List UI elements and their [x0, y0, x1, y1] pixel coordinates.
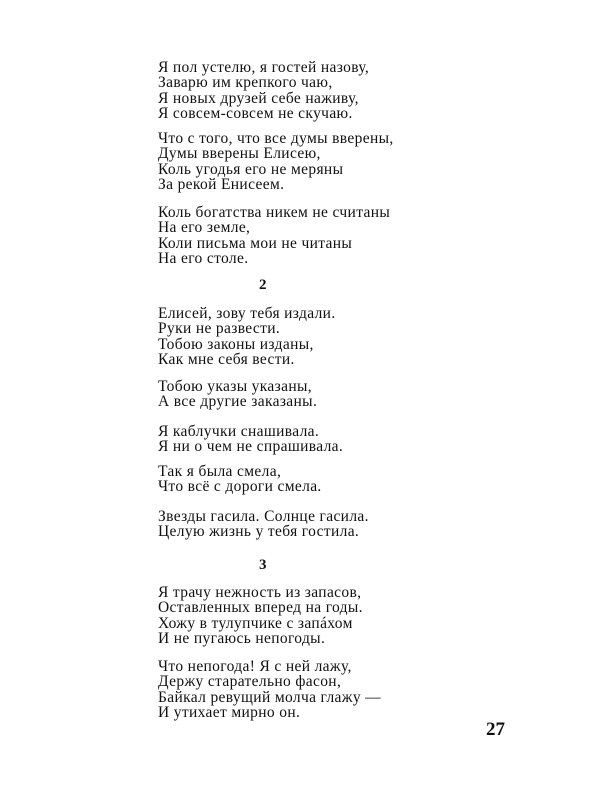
verse-line: Так я была смела,	[158, 463, 282, 480]
verse-line: Я каблучки снашивала.	[158, 423, 320, 440]
verse-line: Я пол устелю, я гостей назову,	[158, 59, 370, 76]
verse-line: Я новых друзей себе наживу,	[158, 89, 359, 107]
verse-line: Что непогода! Я с ней лажу,	[158, 658, 352, 675]
section-number: 2	[259, 277, 267, 293]
stanza	[158, 131, 394, 192]
stanza	[158, 306, 336, 367]
stanza	[158, 424, 343, 455]
verse-line: А все другие заказаны.	[158, 393, 318, 411]
verse-line: Елисей, зову тебя издали.	[158, 305, 336, 322]
stanza	[158, 659, 381, 720]
verse-line: Коли письма мои не читаны	[158, 234, 353, 252]
verse-line: Байкал ревущий молча глажу —	[158, 688, 382, 706]
verse-line: На его земле,	[158, 219, 251, 237]
verse-line: И утихает мирно он.	[158, 703, 301, 721]
verse-line: Хожу в тулупчике с запáхом	[158, 614, 353, 632]
verse-line: Тобою указы указаны,	[158, 378, 312, 395]
verse-line: Звезды гасила. Солнце гасила.	[158, 508, 369, 525]
verse-line: Что с того, что все думы вверены,	[158, 130, 394, 147]
verse-line: Я ни о чем не спрашивала.	[158, 438, 344, 456]
verse-line: Оставленных вперед на годы.	[158, 599, 363, 617]
stanza	[158, 205, 390, 266]
verse-line: Руки не развести.	[158, 320, 281, 338]
verse-line: На его столе.	[158, 249, 249, 267]
verse-line: Я трачу нежность из запасов,	[158, 584, 362, 601]
verse-line: За рекой Енисеем.	[158, 175, 285, 193]
verse-line: Что всё с дороги смела.	[158, 478, 322, 496]
section-number: 3	[259, 557, 267, 573]
verse-line: Коль богатства никем не считаны	[158, 204, 391, 221]
verse-line: Тобою законы изданы,	[158, 335, 314, 353]
stanza	[158, 60, 369, 121]
verse-line: Целую жизнь у тебя гостила.	[158, 523, 360, 541]
page-number: 27	[486, 719, 505, 740]
verse-line: Я совсем-совсем не скучаю.	[158, 104, 353, 122]
verse-line: Думы вверены Елисею,	[158, 145, 321, 163]
stanza	[158, 464, 322, 495]
stanza	[158, 379, 317, 410]
verse-line: Как мне себя вести.	[158, 350, 295, 368]
verse-line: Заварю им крепкого чаю,	[158, 74, 333, 92]
verse-line: Коль угодья его не меряны	[158, 160, 344, 178]
stanza	[158, 585, 363, 646]
verse-line: Держу старательно фасон,	[158, 673, 342, 691]
stanza	[158, 509, 369, 540]
verse-line: И не пугаюсь непогоды.	[158, 629, 326, 647]
